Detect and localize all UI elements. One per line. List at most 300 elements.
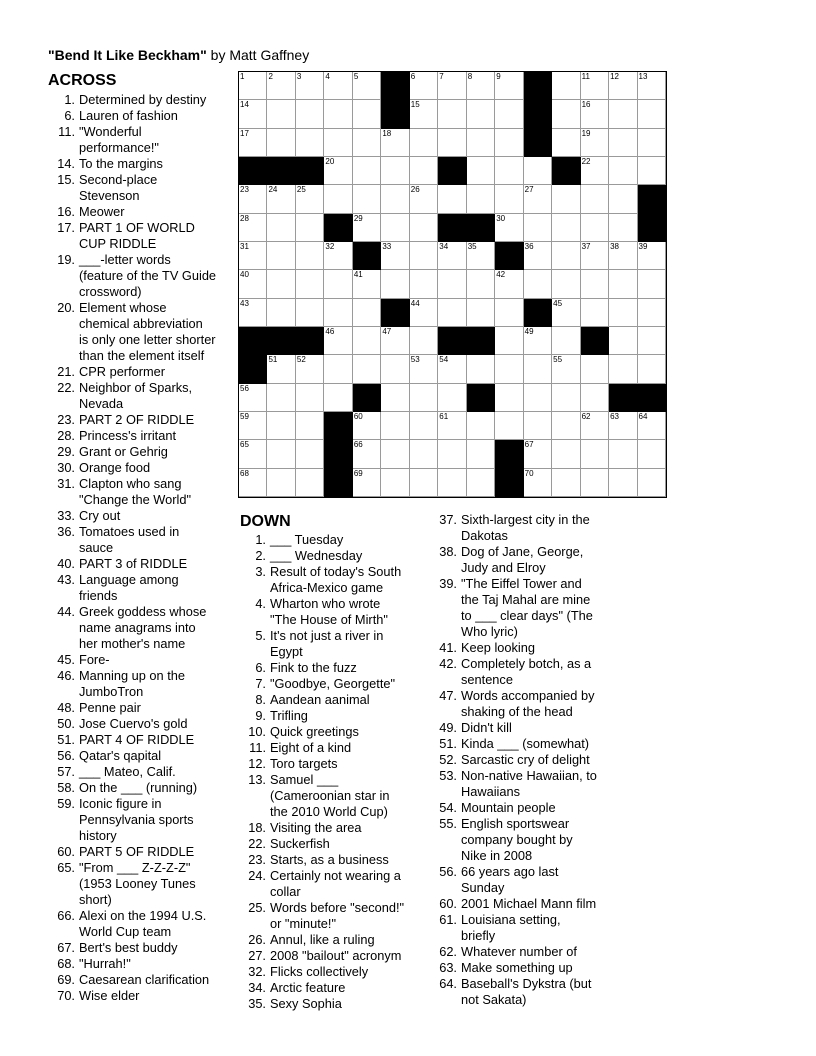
grid-cell[interactable] — [438, 440, 466, 468]
grid-cell[interactable] — [438, 384, 466, 412]
cell-number: 29 — [353, 213, 363, 223]
cell-number: 56 — [240, 383, 249, 393]
clue-number: 65. — [57, 860, 75, 875]
grid-cell[interactable] — [324, 185, 352, 213]
clue-text: 2008 "bailout" acronym — [270, 948, 402, 963]
clue-item — [240, 532, 432, 548]
clue-text: Baseball's Dykstra (but not Sakata) — [461, 976, 592, 1007]
grid-cell[interactable] — [609, 214, 637, 242]
grid-block — [638, 214, 666, 242]
clue-text: Completely botch, as a sentence — [461, 656, 592, 687]
grid-cell[interactable] — [353, 299, 381, 327]
grid-cell[interactable] — [410, 72, 438, 100]
grid-cell[interactable] — [296, 299, 324, 327]
grid-cell[interactable] — [467, 412, 495, 440]
grid-cell[interactable] — [609, 185, 637, 213]
grid-cell[interactable] — [353, 214, 381, 242]
clue-item — [240, 628, 432, 660]
grid-cell[interactable] — [638, 469, 666, 497]
grid-cell[interactable] — [552, 469, 580, 497]
grid-cell[interactable] — [495, 412, 523, 440]
grid-cell[interactable] — [296, 469, 324, 497]
clue-text: Manning up on the JumboTron — [79, 668, 186, 699]
grid-cell[interactable] — [410, 327, 438, 355]
grid-cell[interactable] — [495, 185, 523, 213]
grid-cell[interactable] — [324, 384, 352, 412]
grid-cell[interactable] — [438, 242, 466, 270]
grid-cell[interactable] — [581, 440, 609, 468]
grid-cell[interactable] — [467, 72, 495, 100]
grid-block — [353, 384, 381, 412]
grid-cell[interactable] — [438, 469, 466, 497]
grid-cell[interactable] — [410, 242, 438, 270]
grid-block — [381, 72, 409, 100]
cell-number: 66 — [353, 440, 363, 450]
grid-cell[interactable] — [638, 129, 666, 157]
clue-text: Tomatoes used in sauce — [79, 524, 180, 555]
grid-cell[interactable] — [581, 100, 609, 128]
grid-cell[interactable] — [239, 384, 267, 412]
grid-cell[interactable] — [552, 242, 580, 270]
clue-item — [240, 596, 432, 628]
grid-cell[interactable] — [467, 440, 495, 468]
grid-cell[interactable] — [495, 384, 523, 412]
grid-cell[interactable] — [296, 440, 324, 468]
grid-cell[interactable] — [296, 72, 324, 100]
grid-block — [267, 157, 295, 185]
grid-cell[interactable] — [267, 100, 295, 128]
clue-text: ___-letter words (feature of the TV Guide crossword) — [79, 252, 217, 299]
cell-number: 22 — [581, 157, 591, 166]
grid-cell[interactable] — [581, 185, 609, 213]
grid-block — [324, 440, 352, 468]
grid-cell[interactable] — [552, 299, 580, 327]
grid-cell[interactable] — [467, 100, 495, 128]
cell-number: 24 — [268, 185, 278, 195]
grid-cell[interactable] — [581, 157, 609, 185]
clue-number: 2. — [255, 548, 266, 563]
clue-number: 67. — [57, 940, 75, 955]
grid-cell[interactable] — [353, 100, 381, 128]
grid-cell[interactable] — [296, 242, 324, 270]
grid-cell[interactable] — [296, 384, 324, 412]
cell-number: 68 — [240, 468, 249, 478]
grid-cell[interactable] — [353, 157, 381, 185]
grid-cell[interactable] — [381, 157, 409, 185]
clue-item — [240, 948, 432, 964]
grid-block — [638, 185, 666, 213]
grid-cell[interactable] — [410, 129, 438, 157]
clue-number: 23. — [57, 412, 75, 427]
grid-cell[interactable] — [524, 242, 552, 270]
grid-cell[interactable] — [638, 327, 666, 355]
clue-text: Neighbor of Sparks, Nevada — [79, 380, 193, 411]
grid-cell[interactable] — [638, 100, 666, 128]
grid-cell[interactable] — [267, 72, 295, 100]
grid-cell[interactable] — [239, 72, 267, 100]
grid-block — [324, 469, 352, 497]
grid-cell[interactable] — [552, 355, 580, 383]
grid-cell[interactable] — [638, 270, 666, 298]
grid-cell[interactable] — [267, 440, 295, 468]
grid-cell[interactable] — [495, 100, 523, 128]
clue-item — [240, 692, 432, 708]
grid-cell[interactable] — [324, 270, 352, 298]
grid-cell[interactable] — [267, 355, 295, 383]
clue-text: Trifling — [270, 708, 308, 723]
grid-cell[interactable] — [239, 270, 267, 298]
grid-cell[interactable] — [495, 355, 523, 383]
grid-cell[interactable] — [353, 185, 381, 213]
cell-number: 38 — [610, 242, 619, 251]
grid-cell[interactable] — [353, 440, 381, 468]
grid-cell[interactable] — [324, 72, 352, 100]
grid-cell[interactable] — [267, 469, 295, 497]
grid-cell[interactable] — [239, 129, 267, 157]
clue-text: Iconic figure in Pennsylvania sports history — [79, 796, 194, 843]
clue-text: Element whose chemical abbreviation is only one letter shorter than the element itself — [79, 300, 216, 363]
grid-cell[interactable] — [381, 242, 409, 270]
grid-cell[interactable] — [267, 214, 295, 242]
grid-cell[interactable] — [239, 214, 267, 242]
grid-cell[interactable] — [267, 129, 295, 157]
grid-cell[interactable] — [638, 242, 666, 270]
grid-cell[interactable] — [609, 270, 637, 298]
clue-item — [432, 736, 618, 752]
grid-cell[interactable] — [267, 270, 295, 298]
grid-cell[interactable] — [410, 270, 438, 298]
grid-cell[interactable] — [609, 100, 637, 128]
grid-cell[interactable] — [524, 270, 552, 298]
grid-cell[interactable] — [467, 355, 495, 383]
grid-cell[interactable] — [552, 384, 580, 412]
grid-cell[interactable] — [296, 412, 324, 440]
clue-number: 42. — [439, 656, 457, 671]
cell-number: 8 — [467, 72, 473, 81]
grid-cell[interactable] — [239, 469, 267, 497]
grid-cell[interactable] — [581, 242, 609, 270]
grid-cell[interactable] — [609, 327, 637, 355]
clue-number: 20. — [57, 300, 75, 315]
grid-cell[interactable] — [581, 412, 609, 440]
grid-cell[interactable] — [381, 384, 409, 412]
grid-cell[interactable] — [353, 469, 381, 497]
grid-cell[interactable] — [296, 214, 324, 242]
clue-item — [48, 796, 236, 844]
grid-cell[interactable] — [410, 100, 438, 128]
grid-cell[interactable] — [438, 270, 466, 298]
clue-item — [240, 868, 432, 900]
clue-number: 61. — [439, 912, 457, 927]
clue-item — [432, 656, 618, 688]
grid-cell[interactable] — [609, 129, 637, 157]
grid-cell[interactable] — [410, 355, 438, 383]
grid-cell[interactable] — [267, 299, 295, 327]
clue-item — [48, 764, 236, 780]
grid-cell[interactable] — [495, 327, 523, 355]
grid-cell[interactable] — [353, 72, 381, 100]
grid-cell[interactable] — [239, 242, 267, 270]
grid-cell[interactable] — [467, 185, 495, 213]
grid-cell[interactable] — [524, 469, 552, 497]
grid-cell[interactable] — [581, 129, 609, 157]
clue-item — [48, 604, 236, 652]
cell-number: 31 — [240, 242, 249, 251]
cell-number: 1 — [240, 72, 245, 81]
clue-number: 58. — [57, 780, 75, 795]
grid-cell[interactable] — [296, 270, 324, 298]
cell-number: 11 — [581, 72, 590, 81]
clue-item — [48, 844, 236, 860]
grid-cell[interactable] — [581, 469, 609, 497]
grid-cell[interactable] — [552, 440, 580, 468]
clue-text: CPR performer — [79, 364, 166, 379]
grid-cell[interactable] — [267, 384, 295, 412]
grid-cell[interactable] — [381, 440, 409, 468]
grid-cell[interactable] — [609, 355, 637, 383]
clue-number: 35. — [248, 996, 266, 1011]
grid-block — [467, 327, 495, 355]
grid-cell[interactable] — [239, 412, 267, 440]
cell-number: 60 — [353, 412, 363, 421]
grid-cell[interactable] — [609, 242, 637, 270]
clue-number: 15. — [57, 172, 75, 187]
cell-number: 63 — [610, 412, 619, 421]
grid-cell[interactable] — [495, 299, 523, 327]
clue-text: Princess's irritant — [79, 428, 177, 443]
grid-cell[interactable] — [552, 185, 580, 213]
grid-cell[interactable] — [353, 129, 381, 157]
grid-cell[interactable] — [267, 242, 295, 270]
grid-cell[interactable] — [381, 129, 409, 157]
grid-cell[interactable] — [410, 440, 438, 468]
clue-text: Meower — [79, 204, 125, 219]
cell-number: 42 — [496, 270, 506, 280]
grid-cell[interactable] — [410, 157, 438, 185]
cell-number: 45 — [553, 298, 563, 308]
grid-cell[interactable] — [239, 185, 267, 213]
clue-text: Bert's best buddy — [79, 940, 178, 955]
grid-cell[interactable] — [381, 214, 409, 242]
grid-cell[interactable] — [410, 412, 438, 440]
clue-text: Language among friends — [79, 572, 179, 603]
grid-cell[interactable] — [353, 355, 381, 383]
grid-block — [467, 384, 495, 412]
grid-cell[interactable] — [609, 157, 637, 185]
grid-cell[interactable] — [467, 469, 495, 497]
grid-cell[interactable] — [324, 355, 352, 383]
grid-cell[interactable] — [438, 72, 466, 100]
grid-cell[interactable] — [524, 440, 552, 468]
grid-cell[interactable] — [552, 214, 580, 242]
grid-cell[interactable] — [324, 242, 352, 270]
grid-cell[interactable] — [581, 355, 609, 383]
clue-number: 28. — [57, 428, 75, 443]
grid-cell[interactable] — [438, 129, 466, 157]
grid-cell[interactable] — [296, 355, 324, 383]
clue-number: 57. — [57, 764, 75, 779]
grid-cell[interactable] — [467, 242, 495, 270]
grid-cell[interactable] — [467, 270, 495, 298]
clue-text: Certainly not wearing a collar — [270, 868, 401, 899]
cell-number: 6 — [410, 72, 416, 81]
clue-text: Determined by destiny — [79, 92, 207, 107]
grid-cell[interactable] — [495, 129, 523, 157]
clue-item — [48, 172, 236, 204]
clue-item — [48, 508, 236, 524]
grid-cell[interactable] — [524, 157, 552, 185]
grid-cell[interactable] — [552, 412, 580, 440]
grid-cell[interactable] — [552, 270, 580, 298]
grid-cell[interactable] — [581, 214, 609, 242]
clue-item — [240, 932, 432, 948]
grid-cell[interactable] — [638, 157, 666, 185]
grid-cell[interactable] — [552, 129, 580, 157]
grid-cell[interactable] — [296, 129, 324, 157]
grid-cell[interactable] — [495, 214, 523, 242]
clue-number: 62. — [439, 944, 457, 959]
grid-cell[interactable] — [410, 299, 438, 327]
clue-item — [48, 956, 236, 972]
clue-number: 6. — [255, 660, 266, 675]
clue-text: Starts, as a business — [270, 852, 389, 867]
grid-cell[interactable] — [581, 72, 609, 100]
grid-cell[interactable] — [609, 469, 637, 497]
cell-number: 43 — [240, 298, 249, 308]
clue-item — [240, 740, 432, 756]
grid-cell[interactable] — [324, 157, 352, 185]
grid-cell[interactable] — [552, 100, 580, 128]
grid-cell[interactable] — [495, 157, 523, 185]
grid-cell[interactable] — [410, 185, 438, 213]
clue-number: 51. — [57, 732, 75, 747]
grid-cell[interactable] — [239, 440, 267, 468]
clue-text: Visiting the area — [270, 820, 362, 835]
clue-text: Words accompanied by shaking of the head — [461, 688, 595, 719]
clue-number: 51. — [439, 736, 457, 751]
grid-cell[interactable] — [552, 72, 580, 100]
clue-item — [432, 864, 618, 896]
grid-cell[interactable] — [239, 100, 267, 128]
grid-cell[interactable] — [638, 299, 666, 327]
clue-item — [48, 940, 236, 956]
clue-item — [432, 960, 618, 976]
grid-cell[interactable] — [638, 72, 666, 100]
cell-number: 67 — [524, 440, 534, 450]
grid-cell[interactable] — [296, 185, 324, 213]
grid-cell[interactable] — [581, 384, 609, 412]
grid-cell[interactable] — [638, 412, 666, 440]
grid-cell[interactable] — [267, 185, 295, 213]
clue-text: "Hurrah!" — [79, 956, 131, 971]
clue-text: Jose Cuervo's gold — [79, 716, 188, 731]
grid-cell[interactable] — [524, 185, 552, 213]
cell-number: 4 — [325, 72, 330, 81]
cell-number: 19 — [581, 128, 591, 138]
grid-cell[interactable] — [581, 299, 609, 327]
cell-number: 55 — [553, 355, 563, 365]
grid-cell[interactable] — [552, 327, 580, 355]
cell-number: 44 — [410, 298, 420, 308]
grid-cell[interactable] — [467, 129, 495, 157]
grid-cell[interactable] — [381, 327, 409, 355]
grid-cell[interactable] — [410, 384, 438, 412]
grid-cell[interactable] — [438, 299, 466, 327]
grid-cell[interactable] — [438, 412, 466, 440]
clue-text: ___ Wednesday — [270, 548, 363, 563]
grid-cell[interactable] — [609, 412, 637, 440]
clue-number: 14. — [57, 156, 75, 171]
grid-cell[interactable] — [467, 157, 495, 185]
grid-block — [296, 327, 324, 355]
grid-cell[interactable] — [381, 185, 409, 213]
grid-block — [267, 327, 295, 355]
grid-cell[interactable] — [524, 412, 552, 440]
clue-item — [48, 92, 236, 108]
clue-item — [432, 896, 618, 912]
grid-cell[interactable] — [324, 299, 352, 327]
grid-cell[interactable] — [609, 72, 637, 100]
grid-cell[interactable] — [267, 412, 295, 440]
grid-cell[interactable] — [524, 214, 552, 242]
grid-cell[interactable] — [410, 214, 438, 242]
grid-cell[interactable] — [524, 384, 552, 412]
clue-number: 12. — [248, 756, 266, 771]
grid-cell[interactable] — [353, 412, 381, 440]
grid-cell[interactable] — [381, 412, 409, 440]
grid-cell[interactable] — [495, 270, 523, 298]
grid-cell[interactable] — [324, 100, 352, 128]
clue-text: "The Eiffel Tower and the Taj Mahal are mine to ___ clear days" (The Who lyric) — [461, 576, 593, 639]
clue-text: "Goodbye, Georgette" — [270, 676, 396, 691]
grid-cell[interactable] — [353, 270, 381, 298]
clue-item — [48, 556, 236, 572]
clue-text: Lauren of fashion — [79, 108, 178, 123]
grid-cell[interactable] — [438, 185, 466, 213]
grid-cell[interactable] — [524, 327, 552, 355]
clue-item — [240, 964, 432, 980]
cell-number: 52 — [296, 355, 306, 365]
grid-cell[interactable] — [467, 299, 495, 327]
clue-item — [240, 772, 432, 820]
grid-cell[interactable] — [581, 270, 609, 298]
grid-block — [239, 327, 267, 355]
grid-cell[interactable] — [324, 129, 352, 157]
grid-cell[interactable] — [609, 440, 637, 468]
grid-cell[interactable] — [324, 327, 352, 355]
grid-cell[interactable] — [410, 469, 438, 497]
grid-cell[interactable] — [638, 355, 666, 383]
clue-text: Toro targets — [270, 756, 338, 771]
grid-cell[interactable] — [524, 355, 552, 383]
grid-cell[interactable] — [296, 100, 324, 128]
grid-cell[interactable] — [353, 327, 381, 355]
grid-cell[interactable] — [381, 469, 409, 497]
grid-cell[interactable] — [609, 299, 637, 327]
clue-number: 21. — [57, 364, 75, 379]
grid-cell[interactable] — [239, 299, 267, 327]
clue-item — [48, 572, 236, 604]
grid-cell[interactable] — [495, 72, 523, 100]
cell-number: 70 — [524, 468, 534, 478]
clue-number: 19. — [57, 252, 75, 267]
grid-cell[interactable] — [438, 355, 466, 383]
grid-cell[interactable] — [438, 100, 466, 128]
grid-cell[interactable] — [381, 270, 409, 298]
grid-cell[interactable] — [381, 355, 409, 383]
grid-cell[interactable] — [638, 440, 666, 468]
clue-text: Quick greetings — [270, 724, 359, 739]
